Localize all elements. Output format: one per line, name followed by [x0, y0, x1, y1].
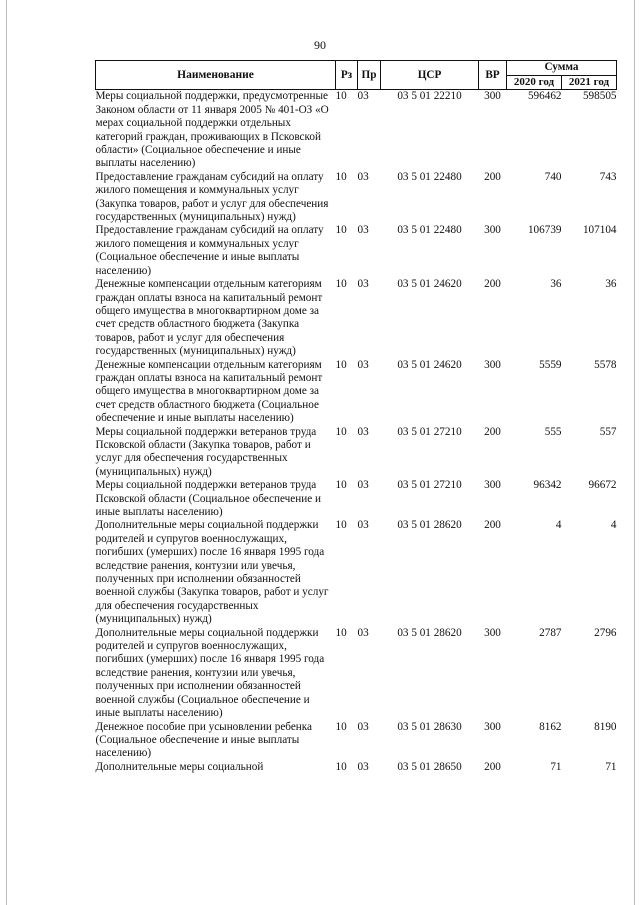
table-row [96, 171, 617, 225]
cell-vr: 200 [484, 170, 501, 183]
header-pr: Пр [358, 61, 381, 90]
cell-sum-2020: 2787 [539, 626, 562, 639]
cell-pr: 03 [357, 479, 369, 492]
header-sum: Сумма [507, 61, 617, 76]
cell-csr: 03 5 01 28630 [397, 720, 462, 733]
header-csr: ЦСР [381, 61, 479, 90]
cell-name: Дополнительные меры социальной поддержки родителей и супругов военнослужащих, погибших (умерших) после 16 января 1995 года вследствие ранения, контузии или увечья, полученных при исполнении обязанностей военной службы (Закупка товаров, работ и услуг для обеспечения государственных (муниципальных) нужд) [95, 519, 329, 626]
cell-csr: 03 5 01 24620 [397, 358, 462, 371]
cell-vr: 300 [484, 90, 501, 103]
scan-edge-left [6, 0, 7, 905]
budget-table [95, 60, 617, 774]
table-row [96, 426, 617, 480]
cell-csr: 03 5 01 27210 [397, 479, 462, 492]
table-row [96, 761, 617, 774]
cell-sum-2021: 71 [605, 760, 617, 773]
cell-sum-2020: 36 [550, 278, 562, 291]
page-number: 90 [314, 38, 326, 52]
cell-pr: 03 [357, 626, 369, 639]
cell-csr: 03 5 01 27210 [397, 425, 462, 438]
cell-sum-2021: 36 [605, 278, 617, 291]
cell-sum-2021: 598505 [582, 90, 617, 103]
table-body [96, 90, 617, 774]
cell-sum-2020: 71 [550, 760, 562, 773]
cell-sum-2021: 107104 [582, 224, 617, 237]
header-year-2021: 2021 год [562, 76, 617, 90]
cell-sum-2021: 557 [599, 425, 617, 438]
cell-csr: 03 5 01 28620 [397, 626, 462, 639]
cell-vr: 300 [484, 626, 501, 639]
cell-rz: 10 [335, 519, 347, 532]
cell-sum-2021: 743 [599, 170, 617, 183]
cell-pr: 03 [357, 170, 369, 183]
header-rz: Рз [336, 61, 358, 90]
header-vr: ВР [479, 61, 507, 90]
cell-sum-2020: 8162 [539, 720, 562, 733]
cell-sum-2020: 5559 [539, 358, 562, 371]
cell-vr: 200 [484, 425, 501, 438]
cell-sum-2020: 96342 [533, 479, 562, 492]
cell-sum-2020: 596462 [527, 90, 562, 103]
cell-name: Денежное пособие при усыновлении ребенка (Социальное обеспечение и иные выплаты населению) [95, 720, 313, 760]
cell-pr: 03 [357, 720, 369, 733]
cell-rz: 10 [335, 425, 347, 438]
cell-sum-2020: 106739 [527, 224, 562, 237]
table-row [96, 627, 617, 721]
cell-pr: 03 [357, 90, 369, 103]
cell-vr: 200 [484, 519, 501, 532]
cell-sum-2020: 4 [555, 519, 562, 532]
cell-sum-2021: 2796 [594, 626, 617, 639]
cell-pr: 03 [357, 760, 369, 773]
header-name: Наименование [96, 61, 336, 90]
cell-sum-2020: 555 [544, 425, 562, 438]
cell-csr: 03 5 01 22210 [397, 90, 462, 103]
cell-name: Меры социальной поддержки ветеранов труда Псковской области (Социальное обеспечение и иные выплаты населению) [95, 479, 321, 518]
cell-vr: 300 [484, 479, 501, 492]
cell-vr: 200 [484, 278, 501, 291]
table-row [96, 519, 617, 626]
table-row [96, 479, 617, 519]
cell-rz: 10 [335, 760, 347, 773]
cell-pr: 03 [357, 278, 369, 291]
cell-csr: 03 5 01 22480 [397, 170, 462, 183]
table-row [96, 90, 617, 171]
cell-sum-2020: 740 [544, 170, 562, 183]
cell-name: Предоставление гражданам субсидий на оплату жилого помещения и коммунальных услуг (Социальное обеспечение и иные выплаты населению) [95, 224, 324, 277]
scan-edge-right [634, 0, 635, 905]
cell-sum-2021: 5578 [594, 358, 617, 371]
cell-sum-2021: 4 [610, 519, 617, 532]
table-row [96, 359, 617, 426]
cell-name: Меры социальной поддержки ветеранов труда Псковской области (Закупка товаров, работ и услуг для обеспечения государственных (муниципальных) нужд) [95, 425, 317, 478]
cell-rz: 10 [335, 90, 347, 103]
cell-name: Дополнительные меры социальной поддержки родителей и супругов военнослужащих, погибших (умерших) после 16 января 1995 года вследствие ранения, контузии или увечья, полученных при исполнении обязанностей военной службы (Социальное обеспечение и иные выплаты населению) [95, 626, 325, 720]
cell-name: Меры социальной поддержки, предусмотренные Законом области от 11 января 2005 № 401-ОЗ «О мерах социальной поддержки отдельных категорий граждан, проживающих в Псковской области» (Социальное обеспечение и иные выплаты населению) [95, 90, 329, 170]
cell-rz: 10 [335, 278, 347, 291]
cell-pr: 03 [357, 358, 369, 371]
cell-pr: 03 [357, 519, 369, 532]
cell-rz: 10 [335, 224, 347, 237]
cell-pr: 03 [357, 224, 369, 237]
cell-name: Денежные компенсации отдельным категориям граждан оплаты взноса на капитальный ремонт общего имущества в многоквартирном доме за счет средств областного бюджета (Социальное обеспечение и иные выплаты населению) [95, 358, 323, 425]
cell-csr: 03 5 01 22480 [397, 224, 462, 237]
cell-vr: 300 [484, 358, 501, 371]
cell-rz: 10 [335, 720, 347, 733]
cell-name: Предоставление гражданам субсидий на оплату жилого помещения и коммунальных услуг (Закупка товаров, работ и услуг для обеспечения государственных (муниципальных) нужд) [95, 170, 329, 224]
cell-vr: 300 [484, 720, 501, 733]
cell-sum-2021: 8190 [594, 720, 617, 733]
cell-rz: 10 [335, 626, 347, 639]
cell-name: Дополнительные меры социальной [95, 760, 264, 773]
cell-rz: 10 [335, 170, 347, 183]
table-row [96, 278, 617, 358]
cell-csr: 03 5 01 24620 [397, 278, 462, 291]
cell-name: Денежные компенсации отдельным категориям граждан оплаты взноса на капитальный ремонт общего имущества в многоквартирном доме за счет средств областного бюджета (Закупка товаров, работ и услуг для обеспечения государственных (муниципальных) нужд) [95, 278, 323, 358]
cell-csr: 03 5 01 28650 [397, 760, 462, 773]
table-row [96, 224, 617, 278]
cell-rz: 10 [335, 358, 347, 371]
header-year-2020: 2020 год [507, 76, 562, 90]
cell-vr: 200 [484, 760, 501, 773]
cell-vr: 300 [484, 224, 501, 237]
table-row [96, 721, 617, 761]
cell-rz: 10 [335, 479, 347, 492]
cell-sum-2021: 96672 [588, 479, 617, 492]
cell-csr: 03 5 01 28620 [397, 519, 462, 532]
cell-pr: 03 [357, 425, 369, 438]
